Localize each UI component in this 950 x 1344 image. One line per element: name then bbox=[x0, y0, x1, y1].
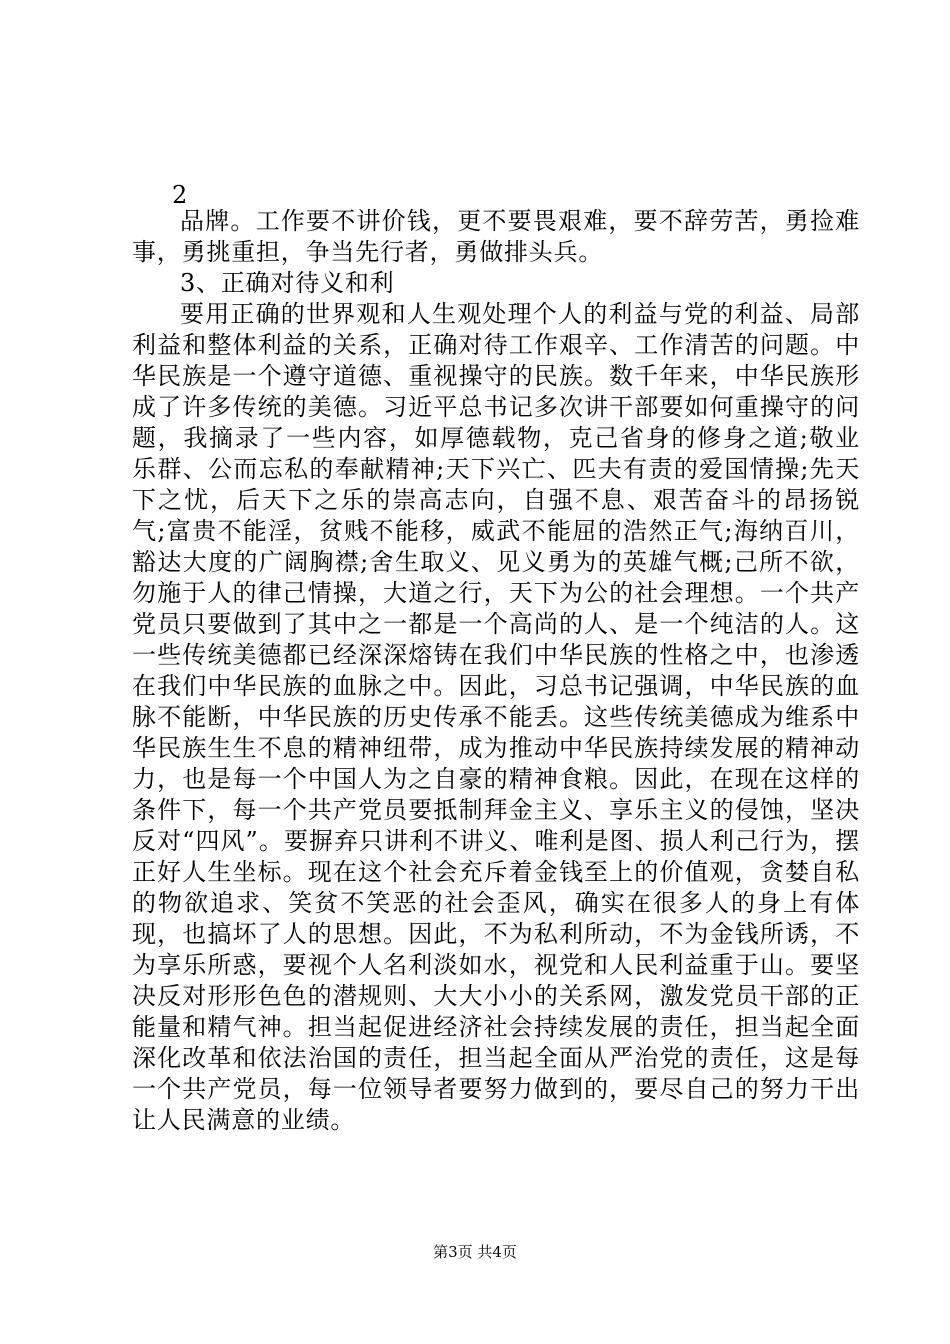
paragraph-1: 品牌。工作要不讲价钱，更不要畏艰难，要不辞劳苦，勇捡难事，勇挑重担，争当先行者，勇做排头兵。 bbox=[132, 207, 860, 266]
section-heading-3: 3、正确对待义和利 bbox=[180, 269, 395, 297]
paragraph-2: 要用正确的世界观和人生观处理个人的利益与党的利益、局部利益和整体利益的关系，正确对待工作艰辛、工作清苦的问题。中华民族是一个遵守道德、重视操守的民族。数千年来，中华民族形成了许多传统的美德。习近平总书记多次讲干部要如何重操守的问题，我摘录了一些内容，如厚德载物，克己省身的修身之道;敬业乐群、公而忘私的奉献精神;天下兴亡、匹夫有责的爱国情操;先天下之忧，后天下之乐的崇高志向，自强不息、艰苦奋斗的昂扬锐气;富贵不能淫，贫贱不能移，威武不能屈的浩然正气;海纳百川，豁达大度的广阔胸襟;舍生取义、见义勇为的英雄气概;己所不欲，勿施于人的律己情操，大道之行，天下为公的社会理想。一个共产党员只要做到了其中之一都是一个高尚的人、是一个纯洁的人。这一些传统美德都已经深深熔铸在我们中华民族的性格之中，也渗透在我们中华民族的血脉之中。因此，习总书记强调，中华民族的血脉不能断，中华民族的历史传承不能丢。这些传统美德成为维系中华民族生生不息的精神纽带，成为推动中华民族持续发展的精神动力，也是每一个中国人为之自豪的精神食粮。因此，在现在这样的条件下，每一个共产党员要抵制拜金主义、享乐主义的侵蚀，坚决反对“四风”。要摒弃只讲利不讲义、唯利是图、损人利己行为，摆正好人生坐标。现在这个社会充斥着金钱至上的价值观，贪婪自私的物欲追求、笑贫不笑恶的社会歪风，确实在很多人的身上有体现，也搞坏了人的思想。因此，不为私利所动，不为金钱所诱，不为享乐所惑，要视个人名利淡如水，视党和人民利益重于山。要坚决反对形形色色的潜规则、大大小小的关系网，激发党员干部的正能量和精气神。担当起促进经济社会持续发展的责任，担当起全面深化改革和依法治国的责任，担当起全面从严治党的责任，这是每一个共产党员，每一位领导者要努力做到的，要尽自己的努力干出让人民满意的业绩。 bbox=[132, 300, 860, 1134]
document-body bbox=[132, 206, 860, 1136]
page-marker: 2 bbox=[172, 181, 188, 209]
page-footer: 第3页 共4页 bbox=[433, 1243, 517, 1261]
